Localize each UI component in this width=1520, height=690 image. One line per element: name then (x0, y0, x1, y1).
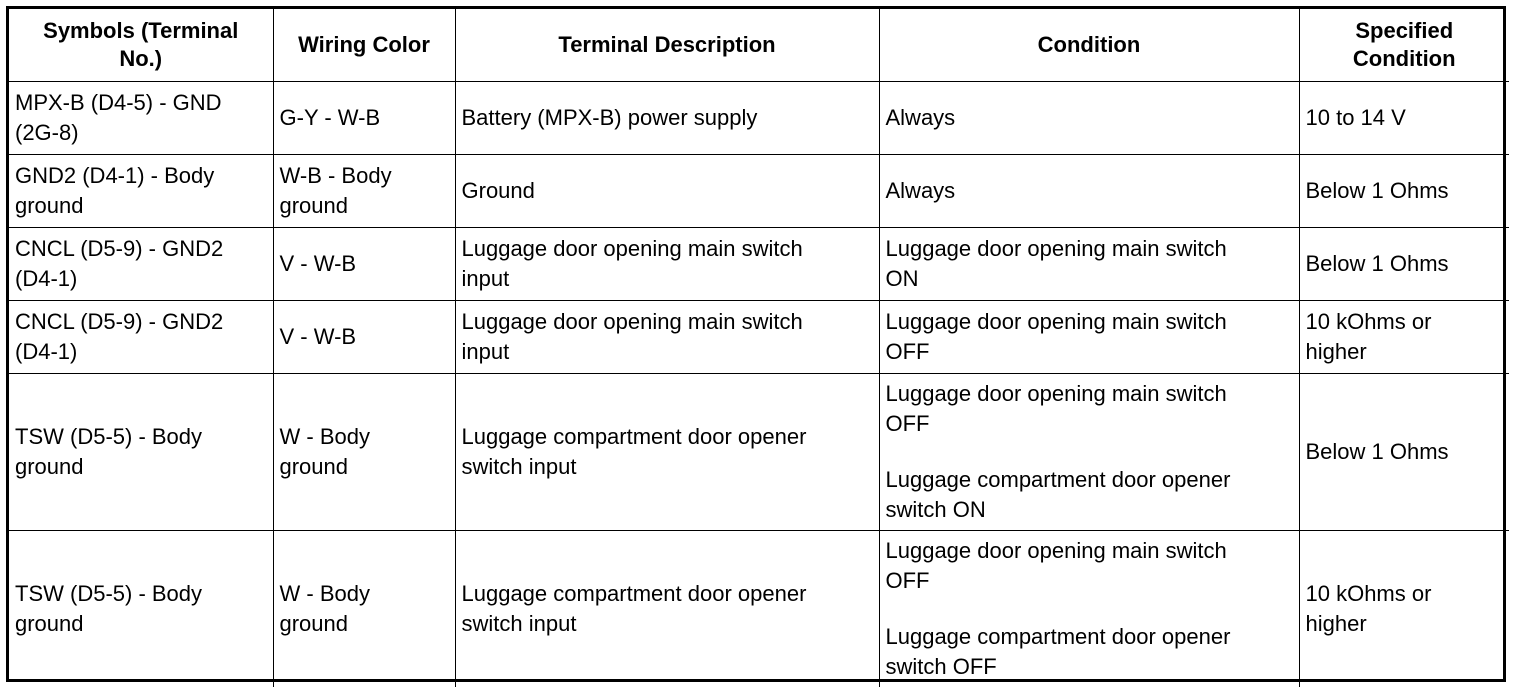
condition-line: Luggage compartment door opener switch ON (885, 466, 1231, 522)
cell-symbols: CNCL (D5-9) - GND2 (D4-1) (9, 300, 273, 373)
cell-symbols: TSW (D5-5) - Body ground (9, 373, 273, 530)
condition-line: Luggage door opening main switch OFF (885, 537, 1227, 593)
cell-wiring-color: V - W-B (273, 227, 455, 300)
condition-line: Luggage door opening main switch OFF (885, 308, 1227, 364)
table-header-row (9, 9, 1509, 81)
terminal-table-frame (6, 6, 1506, 682)
header-terminal-description: Terminal Description (455, 9, 879, 81)
cell-wiring-color: G-Y - W-B (273, 81, 455, 154)
cell-terminal-description: Battery (MPX-B) power supply (455, 81, 879, 154)
cell-symbols: MPX-B (D4-5) - GND (2G-8) (9, 81, 273, 154)
table-row (9, 81, 1509, 154)
cell-terminal-description: Luggage door opening main switch input (455, 300, 879, 373)
cell-specified-condition: 10 kOhms or higher (1299, 530, 1509, 687)
cell-wiring-color: W-B - Body ground (273, 154, 455, 227)
table-row (9, 530, 1509, 687)
table-row (9, 154, 1509, 227)
cell-specified-condition: Below 1 Ohms (1299, 154, 1509, 227)
cell-terminal-description: Luggage door opening main switch input (455, 227, 879, 300)
cell-wiring-color: W - Body ground (273, 530, 455, 687)
condition-line: Luggage door opening main switch ON (885, 235, 1227, 291)
condition-line: Luggage compartment door opener switch OFF (885, 623, 1231, 679)
cell-condition (879, 227, 1299, 300)
condition-line: Always (885, 104, 956, 130)
cell-terminal-description: Ground (455, 154, 879, 227)
header-condition: Condition (879, 9, 1299, 81)
cell-symbols: TSW (D5-5) - Body ground (9, 530, 273, 687)
cell-condition (879, 373, 1299, 530)
cell-specified-condition: 10 to 14 V (1299, 81, 1509, 154)
cell-wiring-color: V - W-B (273, 300, 455, 373)
cell-specified-condition: Below 1 Ohms (1299, 227, 1509, 300)
table-row (9, 300, 1509, 373)
table-row (9, 373, 1509, 530)
condition-line: Luggage door opening main switch OFF (885, 380, 1227, 436)
cell-condition (879, 154, 1299, 227)
cell-wiring-color: W - Body ground (273, 373, 455, 530)
header-specified-condition: Specified Condition (1299, 9, 1509, 81)
cell-terminal-description: Luggage compartment door opener switch input (455, 530, 879, 687)
table-row (9, 227, 1509, 300)
cell-terminal-description: Luggage compartment door opener switch input (455, 373, 879, 530)
header-wiring-color: Wiring Color (273, 9, 455, 81)
condition-spacer (886, 596, 1293, 622)
cell-condition (879, 81, 1299, 154)
condition-line: Always (885, 177, 956, 203)
cell-symbols: CNCL (D5-9) - GND2 (D4-1) (9, 227, 273, 300)
cell-symbols: GND2 (D4-1) - Body ground (9, 154, 273, 227)
header-symbols: Symbols (Terminal No.) (9, 9, 273, 81)
cell-condition (879, 530, 1299, 687)
terminal-inspection-table (9, 9, 1509, 687)
cell-condition (879, 300, 1299, 373)
condition-spacer (886, 439, 1293, 465)
cell-specified-condition: Below 1 Ohms (1299, 373, 1509, 530)
cell-specified-condition: 10 kOhms or higher (1299, 300, 1509, 373)
